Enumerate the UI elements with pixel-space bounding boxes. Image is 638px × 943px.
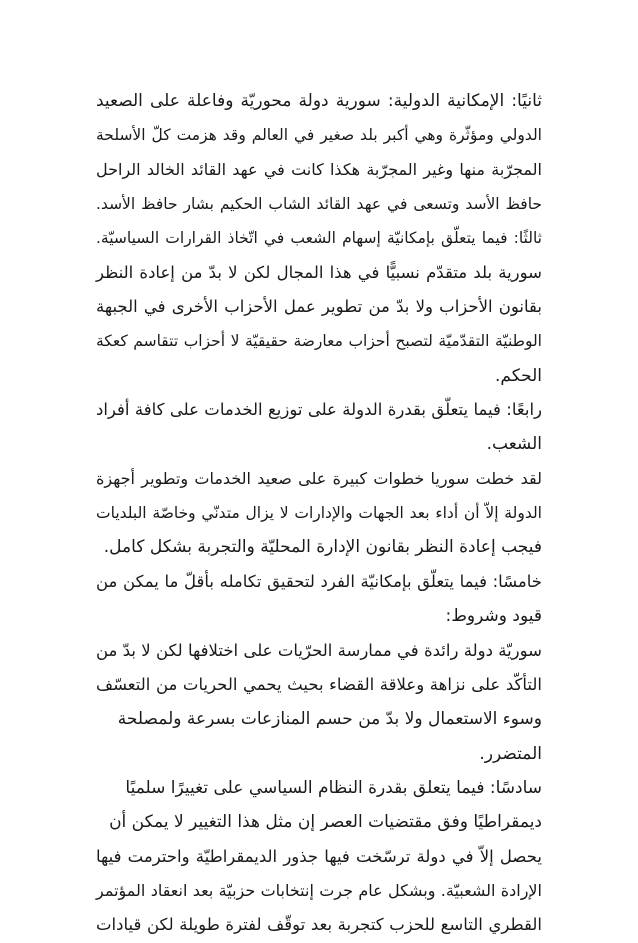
text-line: الدولة إلاّ أن أداء بعد الجهات والإدارات لا يزال متدنّي وخاصّة البلديات [96,504,542,523]
text-line: يحصل إلاّ في دولة ترسّخت فيها جذور الديمقراطيّة واحترمت فيها [96,846,542,866]
text-line: المتضرر. [479,743,542,764]
text-line: سورية بلد متقدّم نسبيًّا في هذا المجال لكن لا بدّ من إعادة النظر [96,262,542,282]
text-line: حافظ الأسد وتسعى في عهد القائد الشاب الحكيم بشار حافظ الأسد. [96,195,542,214]
text-line: قيود وشروط: [445,606,542,627]
text-line: ثالثًا: فيما يتعلّق بإمكانيّة إسهام الشعب في اتّخاذ القرارات السياسيّة. [96,229,542,248]
text-line: بقانون الأحزاب ولا بدّ من تطوير عمل الأحزاب الأخرى في الجبهة [96,297,542,317]
document-body [96,84,542,943]
text-line: رابعًا: فيما يتعلّق بقدرة الدولة على توزيع الخدمات على كافة أفراد [96,400,542,420]
text-line: سادسًا: فيما يتعلق بقدرة النظام السياسي على تغييرًا سلميًا [125,777,542,798]
text-line: الإرادة الشعبيّة. وبشكل عام جرت إنتخابات حزبيّة بعد انعقاد المؤتمر [96,880,542,900]
text-line: الدولي ومؤثّرة وهي أكبر بلد صغير في العالم وقد هزمت كلّ الأسلحة [96,126,542,145]
text-line: وسوء الاستعمال ولا بدّ من حسم المنازعات بسرعة ولمصلحة [117,709,542,730]
text-line: الوطنيّة التقدّميّة لتصبح أحزاب معارضة حقيقيّة لا أحزاب تتقاسم كعكة [96,332,542,351]
text-line: المجرّبة منها وغير المجرّبة هكذا كانت في عهد القائد الخالد الراحل [96,159,542,179]
text-line: الحكم. [495,365,542,386]
text-line: ثانيًا: الإمكانية الدولية: سورية دولة محوريّة وفاعلة على الصعيد [96,91,542,111]
text-line: الشعب. [486,434,542,455]
text-line: خامسًا: فيما يتعلّق بإمكانيّة الفرد لتحقيق تكامله بأقلّ ما يمكن من [96,571,542,591]
text-line: فيجب إعادة النظر بقانون الإدارة المحليّة والتجربة بشكل كامل. [103,537,542,558]
text-line: ديمقراطيًا وفق مقتضيات العصر إن مثل هذا التغيير لا يمكن أن [109,812,542,833]
text-line: سوريّة دولة رائدة في ممارسة الحرّيات على اختلافها لكن لا بدّ من [96,640,542,660]
text-line: القطري التاسع للحزب كتجربة بعد توقّف لفترة طويلة لكن قيادات [96,915,542,935]
text-line: لقد خطت سوريا خطوات كبيرة على صعيد الخدمات وتطوير أجهزة [96,468,542,488]
text-line: التأكّد على نزاهة وعلاقة القضاء بحيث يحمي الحريات من التعسّف [96,674,542,694]
